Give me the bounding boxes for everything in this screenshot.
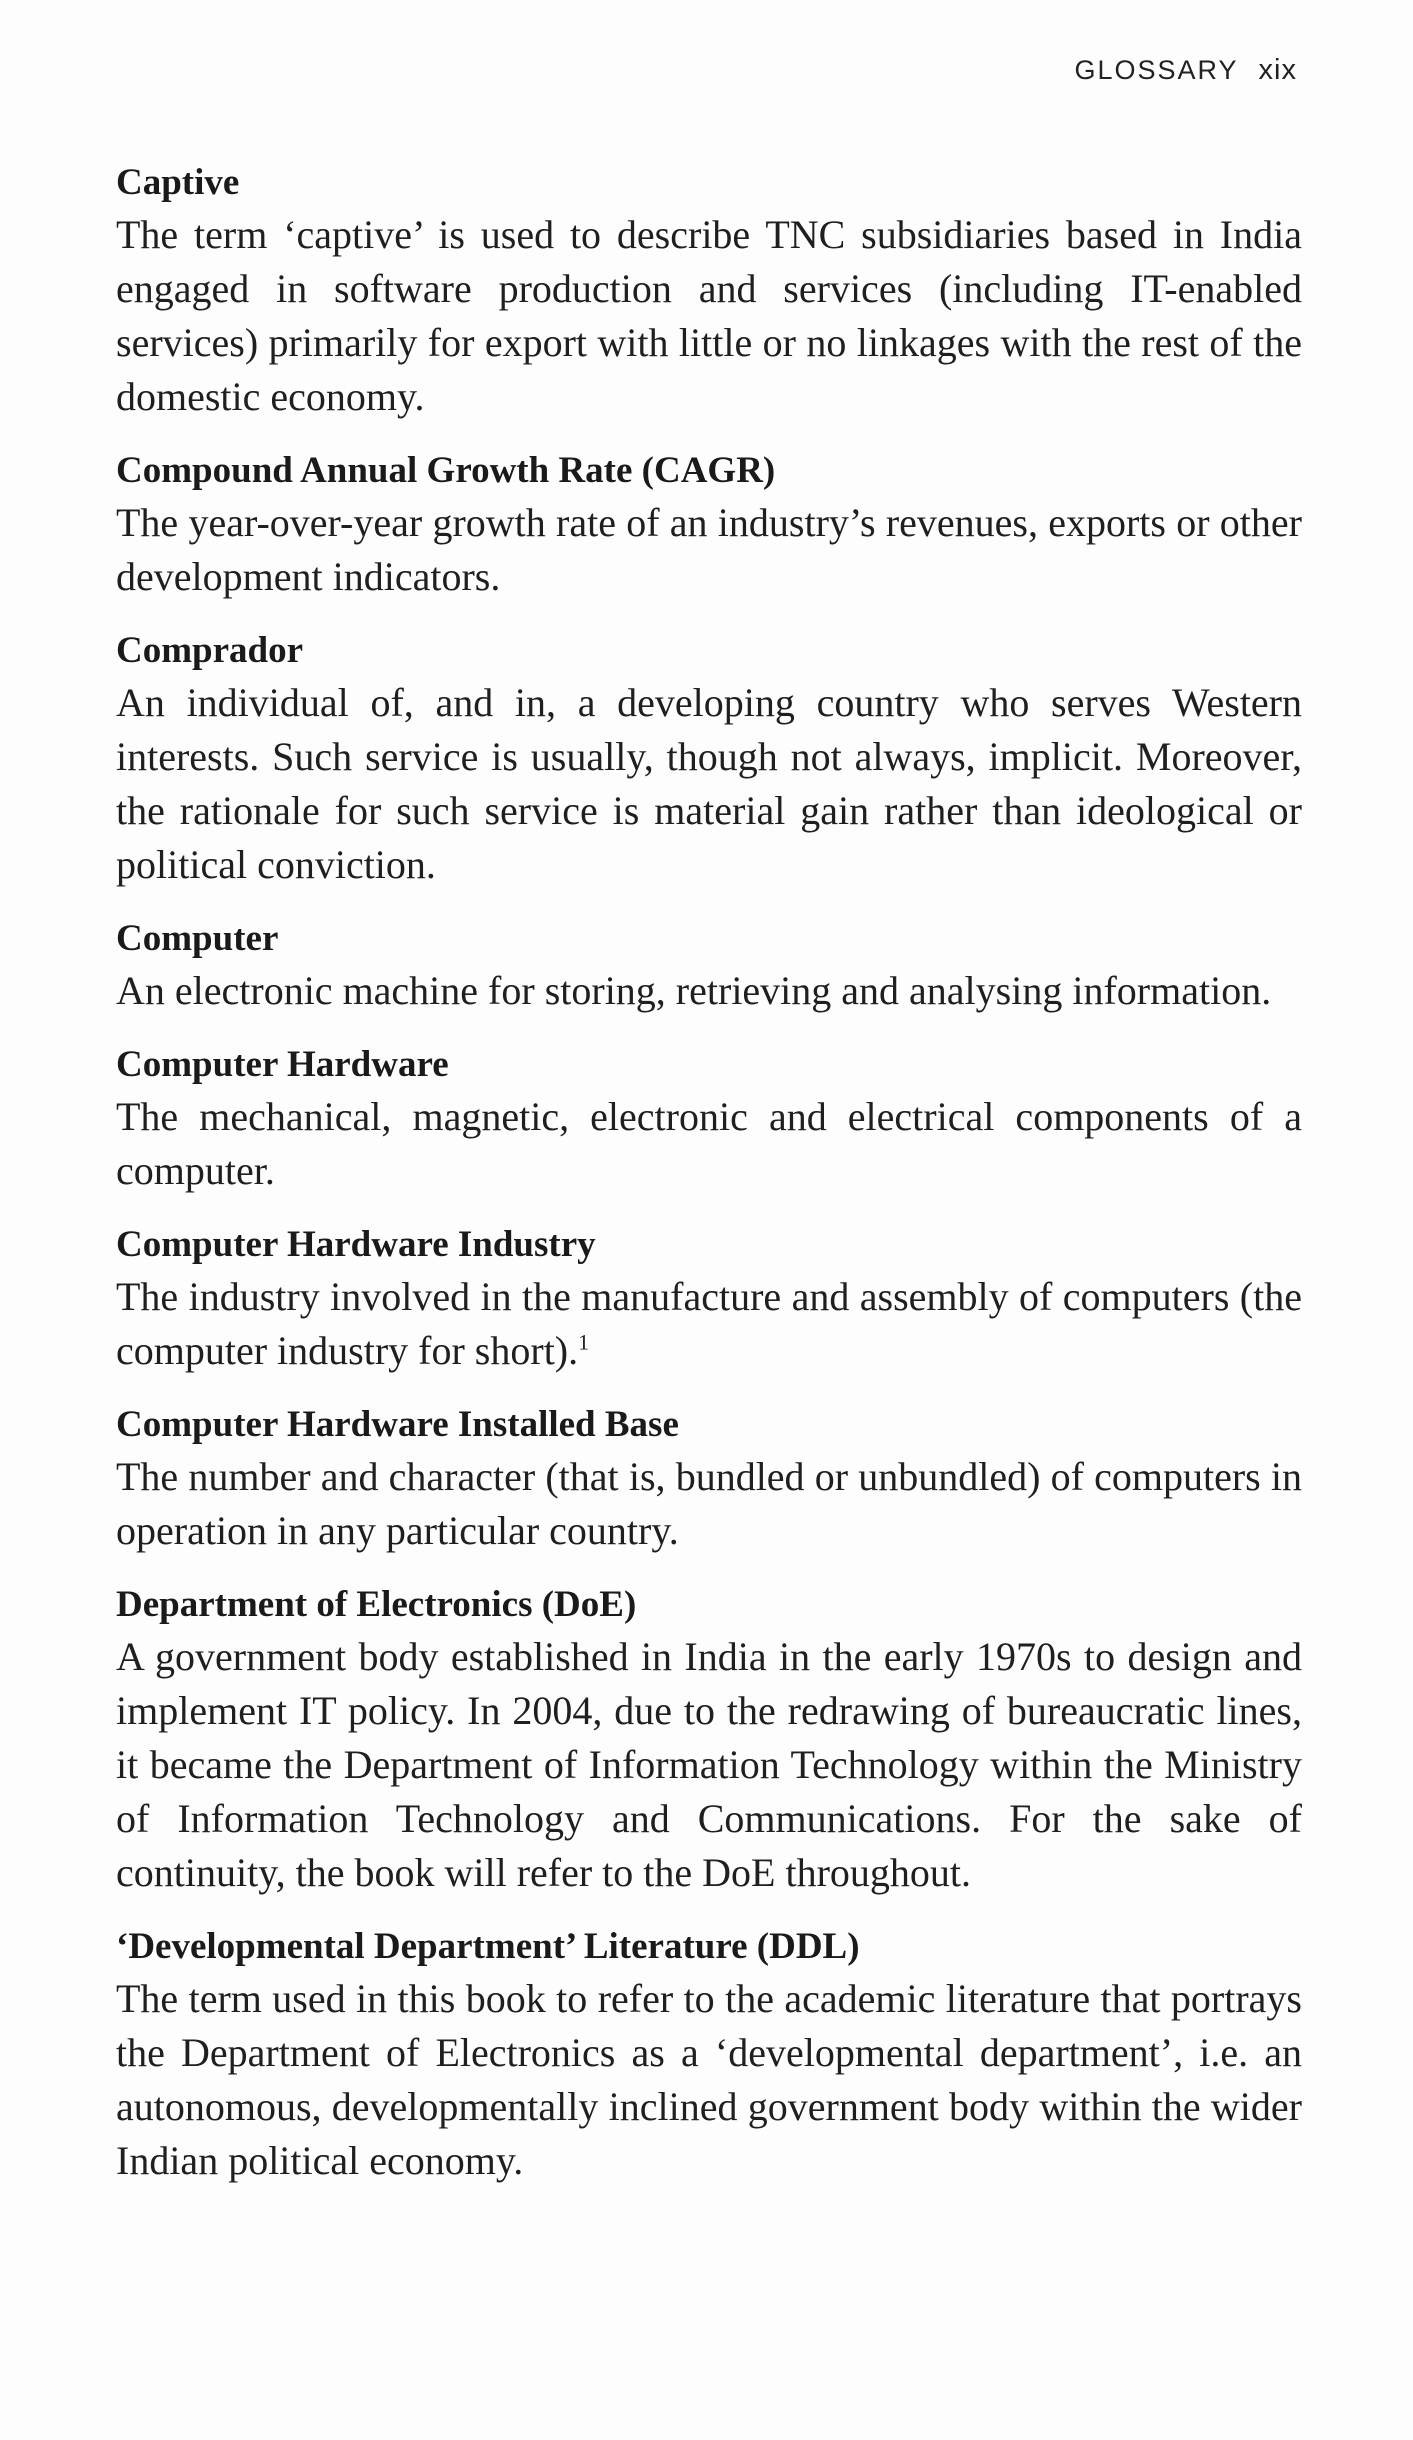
glossary-entry [116, 1220, 1302, 1378]
glossary-entry [116, 158, 1302, 424]
glossary-definition: The year-over-year growth rate of an industry’s revenues, exports or other development indicators. [116, 500, 1302, 599]
glossary-definition [116, 1270, 1302, 1378]
running-head [1074, 54, 1297, 87]
glossary-definition: A government body established in India in the early 1970s to design and implement IT policy. In 2004, due to the redrawing of bureaucratic lines, it became the Department of Information Technology within the Ministry of Information Technology and Communications. For the sake of continuity, the book will refer to the DoE throughout. [116, 1634, 1302, 1895]
glossary-term: Computer Hardware Installed Base [116, 1404, 679, 1445]
running-head-section: GLOSSARY [1074, 55, 1239, 85]
glossary-entry [116, 914, 1302, 1018]
glossary-term: Compound Annual Growth Rate (CAGR) [116, 450, 776, 491]
glossary-entry [116, 1400, 1302, 1558]
glossary-entry [116, 1580, 1302, 1900]
glossary-definition: The mechanical, magnetic, electronic and electrical components of a computer. [116, 1094, 1302, 1193]
glossary-definition: The number and character (that is, bundled or unbundled) of computers in operation in any particular country. [116, 1454, 1302, 1553]
page-number: xix [1258, 54, 1297, 86]
glossary-entry [116, 1040, 1302, 1198]
glossary-definition: The term ‘captive’ is used to describe TNC subsidiaries based in India engaged in software production and services (including IT-enabled services) primarily for export with little or no linkages with the rest of the domestic economy. [116, 212, 1302, 419]
glossary-definition: The term used in this book to refer to the academic literature that portrays the Department of Electronics as a ‘developmental department’, i.e. an autonomous, developmentally inclined government body within the wider Indian political economy. [116, 1976, 1302, 2183]
glossary-definition: An individual of, and in, a developing country who serves Western interests. Such service is usually, though not always, implicit. Moreover, the rationale for such service is material gain rather than ideological or political conviction. [116, 680, 1302, 887]
glossary-entry [116, 626, 1302, 892]
glossary-term: Computer Hardware [116, 1044, 449, 1085]
glossary-entry [116, 1922, 1302, 2188]
glossary-term: ‘Developmental Department’ Literature (DDL) [116, 1926, 860, 1967]
footnote-marker[interactable]: 1 [578, 1329, 590, 1355]
glossary-term: Computer [116, 918, 279, 959]
glossary-definition: An electronic machine for storing, retrieving and analysing information. [116, 968, 1272, 1013]
glossary-entries [116, 158, 1302, 2210]
glossary-term: Computer Hardware Industry [116, 1224, 596, 1265]
glossary-term: Captive [116, 162, 240, 203]
glossary-entry [116, 446, 1302, 604]
glossary-definition-text: The industry involved in the manufacture and assembly of computers (the computer industry for short). [116, 1274, 1302, 1373]
glossary-term: Comprador [116, 630, 304, 671]
glossary-term: Department of Electronics (DoE) [116, 1584, 637, 1625]
